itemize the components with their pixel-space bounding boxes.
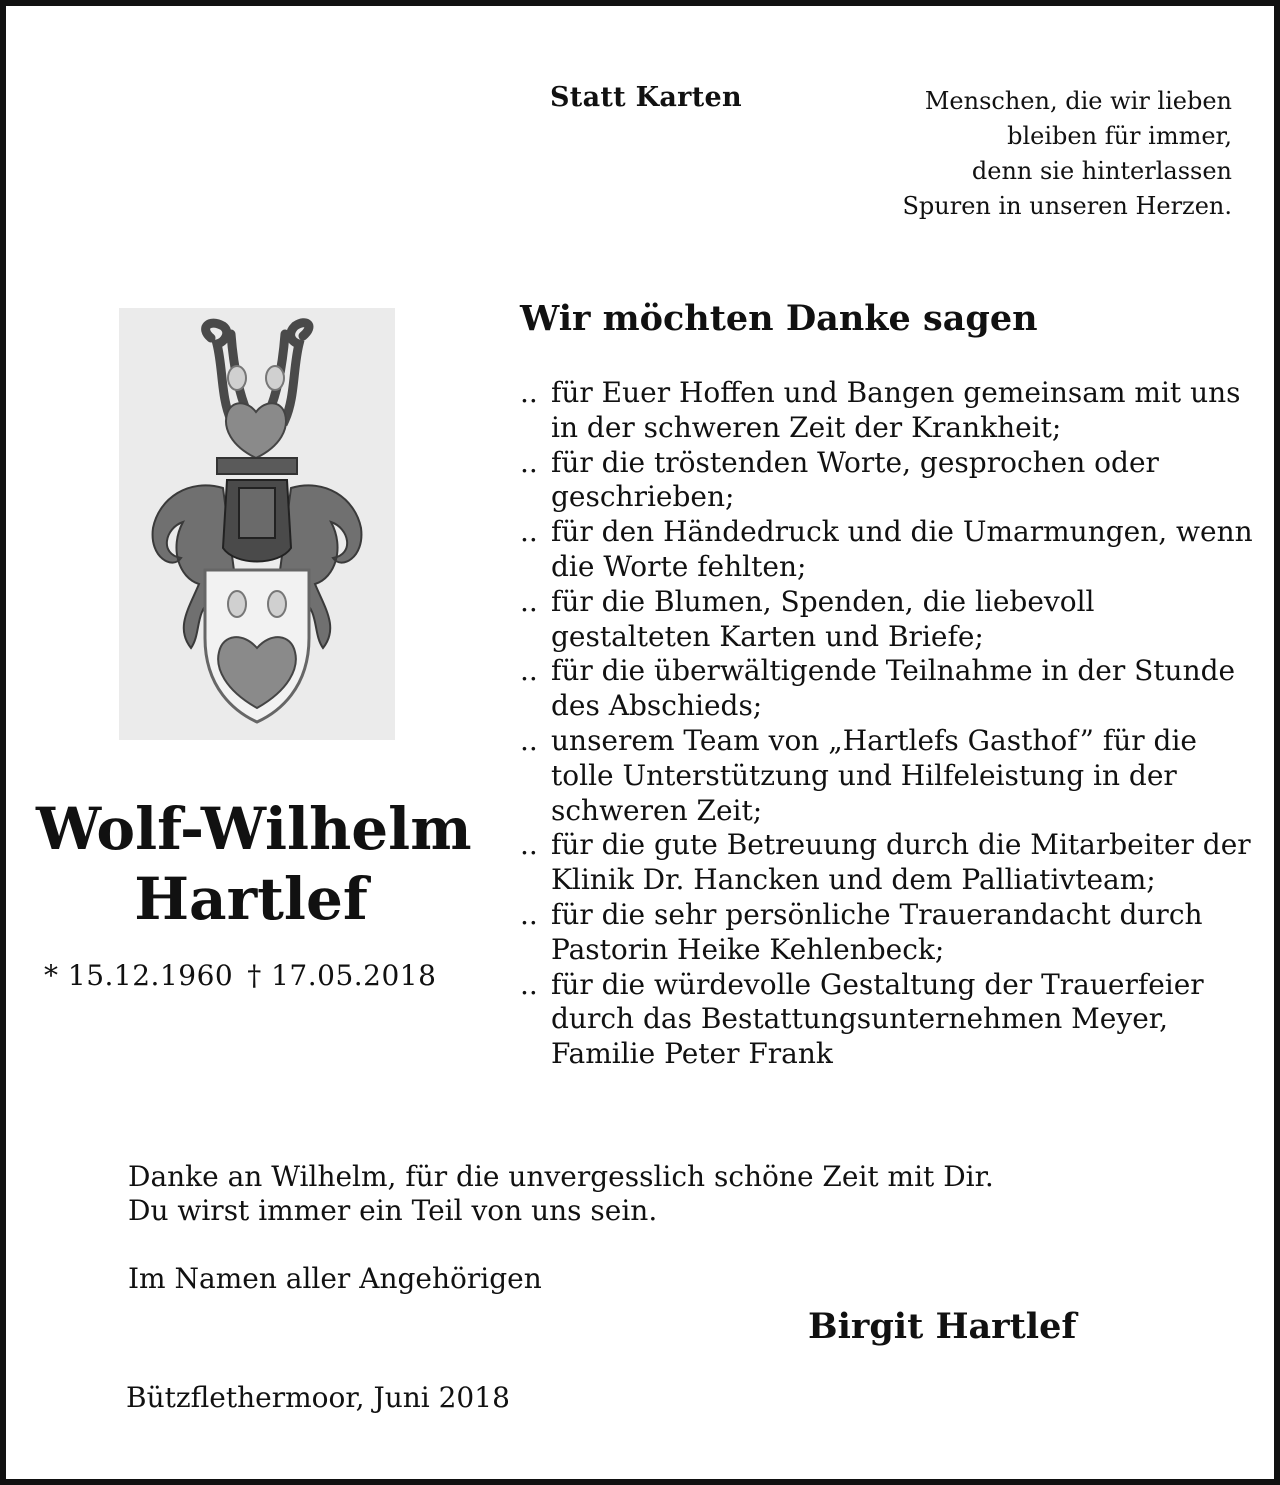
bullet: .. — [520, 515, 538, 549]
list-item — [520, 654, 1260, 724]
list-item — [520, 724, 1260, 828]
coat-of-arms-icon — [119, 308, 395, 740]
closing-line: Du wirst immer ein Teil von uns sein. — [128, 1194, 658, 1227]
list-item — [520, 968, 1260, 1072]
memorial-quote — [826, 84, 1232, 224]
list-item — [520, 585, 1260, 655]
list-item-text: für die gute Betreuung durch die Mitarbeiter der Klinik Dr. Hancken und dem Palliativteam; — [551, 828, 1251, 897]
bullet: .. — [520, 828, 538, 862]
thanks-heading: Wir möchten Danke sagen — [520, 298, 1038, 339]
life-dates — [44, 959, 436, 992]
bullet: .. — [520, 584, 538, 618]
on-behalf-label: Im Namen aller Angehörigen — [128, 1262, 542, 1295]
bullet: .. — [520, 445, 538, 479]
place-date: Bützflethermoor, Juni 2018 — [126, 1381, 510, 1414]
list-item-text: für die würdevolle Gestaltung der Trauerfeier durch das Bestattungsunternehmen Meyer, Familie Peter Frank — [551, 967, 1204, 1071]
death-date: † 17.05.2018 — [247, 959, 437, 992]
bullet: .. — [520, 723, 538, 757]
closing-line: Danke an Wilhelm, für die unvergesslich schöne Zeit mit Dir. — [128, 1160, 994, 1193]
quote-line: Spuren in unseren Herzen. — [902, 192, 1232, 220]
list-item-text: für Euer Hoffen und Bangen gemeinsam mit uns in der schweren Zeit der Krankheit; — [551, 376, 1241, 444]
list-item-text: für die sehr persönliche Trauerandacht durch Pastorin Heike Kehlenbeck; — [551, 897, 1203, 966]
deceased-first-name: Wolf-Wilhelm — [36, 795, 472, 863]
closing-message — [128, 1160, 994, 1228]
birth-date: * 15.12.1960 — [44, 959, 234, 992]
bullet: .. — [520, 376, 538, 409]
list-item — [520, 446, 1260, 516]
thanks-list — [520, 376, 1260, 1072]
list-item-text: für die überwältigende Teilnahme in der Stunde des Abschieds; — [551, 654, 1236, 723]
deceased-last-name: Hartlef — [134, 865, 368, 933]
statt-karten-label: Statt Karten — [550, 82, 742, 113]
quote-line: Menschen, die wir lieben — [924, 87, 1232, 115]
bullet: .. — [520, 654, 538, 688]
list-item — [520, 376, 1260, 446]
list-item-text: für die tröstenden Worte, gesprochen oder geschrieben; — [551, 445, 1159, 514]
quote-line: denn sie hinterlassen — [971, 157, 1232, 185]
list-item-text: für den Händedruck und die Umarmungen, wenn die Worte fehlten; — [551, 515, 1253, 583]
quote-line: bleiben für immer, — [1007, 122, 1232, 150]
signer-name: Birgit Hartlef — [808, 1306, 1077, 1347]
list-item-text: für die Blumen, Spenden, die liebevoll gestalteten Karten und Briefe; — [551, 584, 1095, 653]
bullet: .. — [520, 897, 538, 931]
list-item — [520, 828, 1260, 898]
bullet: .. — [520, 967, 538, 1001]
deceased-name — [36, 794, 472, 934]
list-item — [520, 515, 1260, 585]
list-item-text: unserem Team von „Hartlefs Gasthof” für die tolle Unterstützung und Hilfeleistung in der schweren Zeit; — [551, 723, 1197, 827]
list-item — [520, 898, 1260, 968]
